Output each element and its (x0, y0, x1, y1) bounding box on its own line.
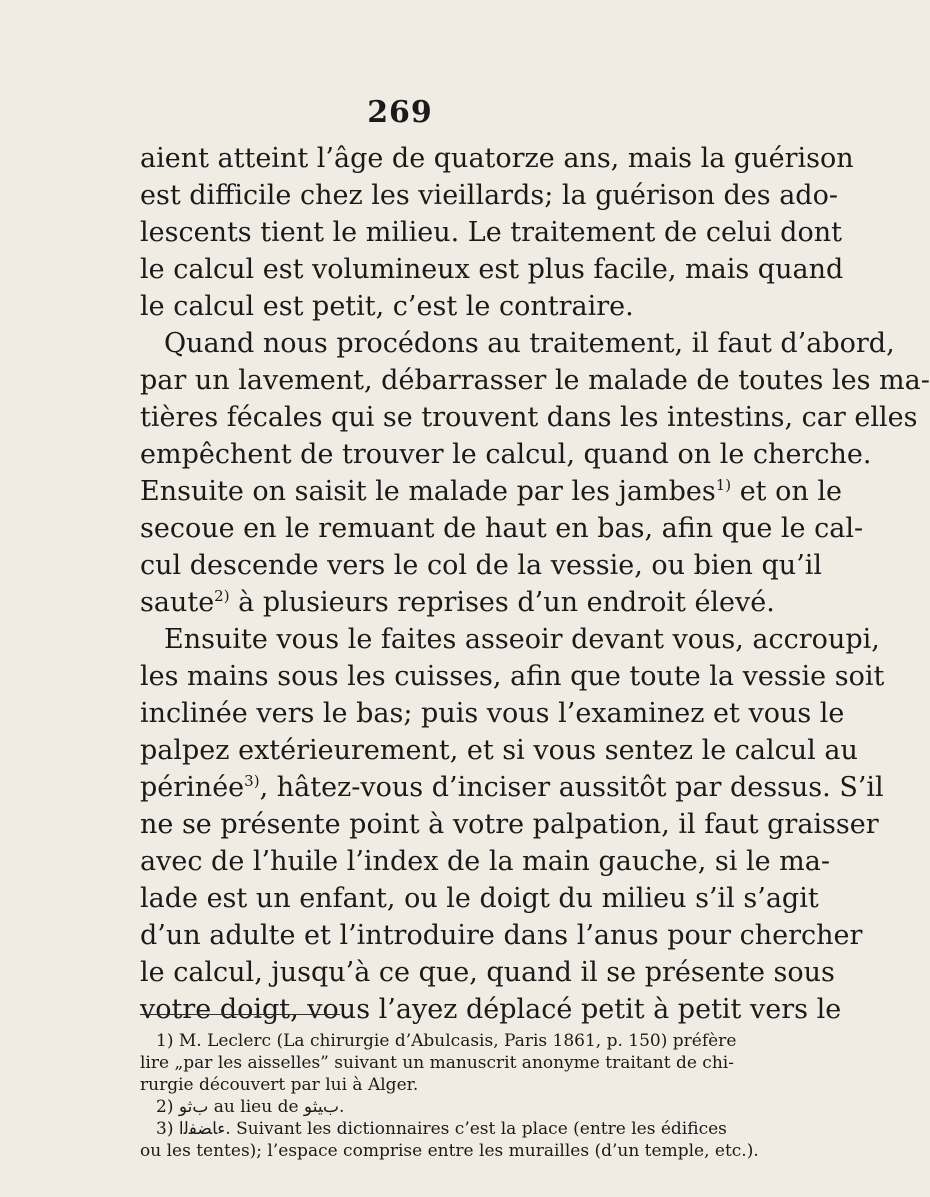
footnote-marker: 2) (214, 587, 230, 605)
text-fragment: saute (140, 587, 215, 618)
text-line: Ensuite vous le faites asseoir devant vous, accroupi, (164, 624, 880, 655)
text-line: aient atteint l’âge de quatorze ans, mais la guérison (140, 143, 854, 174)
text-line: secoue en le remuant de haut en bas, afin que le cal- (140, 513, 864, 544)
text-line (140, 584, 775, 621)
text-line (140, 769, 884, 806)
text-line: par un lavement, débarrasser le malade de toutes les ma- (140, 365, 930, 396)
footnote-line: 2) ﺏﺛﻮ au lieu de ﺏﻴﺜﻮ. (156, 1097, 345, 1117)
text-line: le calcul, jusqu’à ce que, quand il se présente sous (140, 957, 835, 988)
text-line (140, 473, 842, 510)
footnote-rule (140, 1014, 340, 1015)
footnote-line: 3) ﺀﺎﻀﻔﻟﺍ. Suivant les dictionnaires c’est la place (entre les édifices (156, 1119, 727, 1139)
footnote-marker: 3) (244, 772, 260, 790)
text-line: le calcul est petit, c’est le contraire. (140, 291, 634, 322)
text-line: palpez extérieurement, et si vous sentez le calcul au (140, 735, 858, 766)
text-line: inclinée vers le bas; puis vous l’examinez et vous le (140, 698, 845, 729)
text-fragment: et on le (731, 476, 842, 507)
text-line: avec de l’huile l’index de la main gauche, si le ma- (140, 846, 831, 877)
page-number: 269 (367, 95, 433, 130)
footnote-marker: 1) (715, 476, 732, 494)
footnote-line: rurgie découvert par lui à Alger. (140, 1075, 419, 1095)
footnote-line: lire „par les aisselles” suivant un manuscrit anonyme traitant de chi- (140, 1053, 734, 1073)
text-line: les mains sous les cuisses, afin que toute la vessie soit (140, 661, 885, 692)
text-fragment: périnée (140, 772, 245, 803)
text-line: d’un adulte et l’introduire dans l’anus pour chercher (140, 920, 863, 951)
text-line: est difficile chez les vieillards; la guérison des ado- (140, 180, 838, 211)
text-line: le calcul est volumineux est plus facile, mais quand (140, 254, 844, 285)
text-line: lade est un enfant, ou le doigt du milieu s’il s’agit (140, 883, 819, 914)
text-fragment: à plusieurs reprises d’un endroit élevé. (229, 587, 775, 618)
footnote-line: 1) M. Leclerc (La chirurgie d’Abulcasis, Paris 1861, p. 150) préfère (156, 1031, 737, 1051)
text-line: tières fécales qui se trouvent dans les intestins, car elles (140, 402, 918, 433)
text-line: ne se présente point à votre palpation, il faut graisser (140, 809, 879, 840)
text-line: votre doigt, vous l’ayez déplacé petit à petit vers le (140, 994, 842, 1025)
footnotes (140, 1030, 759, 1162)
body-text (140, 140, 930, 1028)
text-line: lescents tient le milieu. Le traitement de celui dont (140, 217, 842, 248)
text-fragment: Ensuite on saisit le malade par les jambes (140, 476, 716, 507)
text-fragment: , hâtez-vous d’inciser aussitôt par dessus. S’il (259, 772, 884, 803)
text-line: empêchent de trouver le calcul, quand on le cherche. (140, 439, 872, 470)
text-line: cul descende vers le col de la vessie, ou bien qu’il (140, 550, 823, 581)
text-line: Quand nous procédons au traitement, il faut d’abord, (164, 328, 895, 359)
footnote-line: ou les tentes); l’espace comprise entre les murailles (d’un temple, etc.). (140, 1141, 759, 1161)
